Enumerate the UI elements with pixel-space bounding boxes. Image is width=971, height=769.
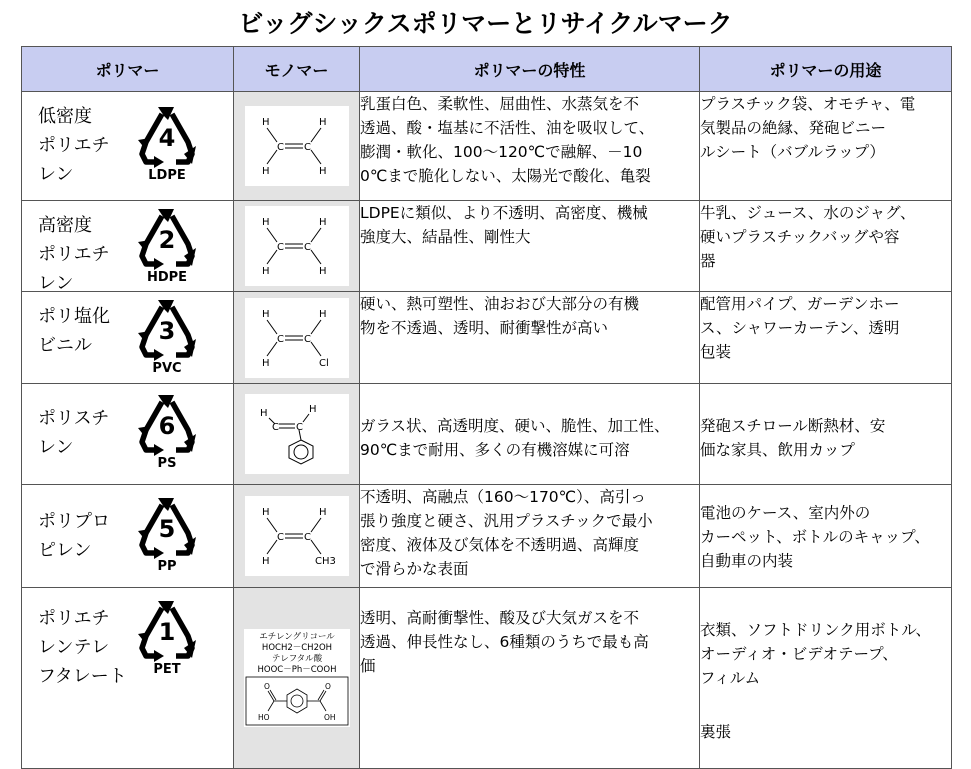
group-oh: OH bbox=[323, 713, 336, 722]
properties-cell: 透明、高耐衝撃性、酸及び大気ガスを不 透過、伸長性なし、6種類のうちで最も高 価 bbox=[360, 588, 700, 769]
atom-h: H bbox=[308, 404, 317, 415]
tpa-label: テレフタル酸 bbox=[271, 654, 322, 664]
resin-code: 1 bbox=[158, 618, 176, 646]
uses-cell: 発砲スチロール断熱材、安 価な家具、飲用カップ bbox=[700, 384, 952, 485]
page-title: ビッグシックスポリマーとリサイクルマーク bbox=[238, 9, 733, 38]
atom-c: C bbox=[303, 142, 311, 153]
polymer-cell bbox=[22, 588, 234, 769]
atom-c: C bbox=[303, 333, 311, 345]
atom-c: C bbox=[303, 242, 311, 253]
atom-h: H bbox=[261, 217, 270, 228]
atom-h: H bbox=[261, 308, 270, 320]
header-uses: ポリマーの用途 bbox=[700, 47, 952, 92]
table-row bbox=[22, 588, 952, 769]
propylene-structure bbox=[245, 496, 349, 576]
polymer-cell bbox=[22, 485, 234, 588]
atom-c: C bbox=[295, 422, 303, 433]
polymer-cell bbox=[22, 384, 234, 485]
atom-c: C bbox=[276, 242, 284, 253]
atom-o: O bbox=[263, 682, 270, 691]
polymer-name: 高密度 ポリエチ レン bbox=[38, 215, 110, 294]
atom-h: H bbox=[318, 217, 327, 228]
ethylene-structure bbox=[245, 206, 349, 286]
header-row bbox=[22, 47, 952, 92]
atom-h: H bbox=[318, 266, 327, 277]
resin-abbr: PVC bbox=[152, 361, 182, 376]
monomer-cell bbox=[234, 588, 360, 769]
polymer-name: ポリプロ ピレン bbox=[38, 511, 110, 561]
atom-c: C bbox=[303, 532, 311, 543]
resin-abbr: PET bbox=[153, 662, 181, 677]
properties-cell: LDPEに類似、より不透明、高密度、機械 強度大、結晶性、剛性大 bbox=[360, 201, 700, 292]
header-properties: ポリマーの特性 bbox=[360, 47, 700, 92]
atom-h: H bbox=[261, 507, 270, 518]
recycle-symbol-icon bbox=[128, 297, 206, 377]
properties-cell: 不透明、高融点（160～170℃）、高引っ 張り強度と硬さ、汎用プラスチックで最小 密度、液体及び気体を不透明過、高輝度 で滑らかな表面 bbox=[360, 485, 700, 588]
atom-h: H bbox=[318, 308, 327, 320]
atom-c: C bbox=[276, 142, 284, 153]
recycle-symbol-icon bbox=[128, 392, 206, 472]
uses-cell bbox=[700, 588, 952, 769]
table-row bbox=[22, 292, 952, 384]
resin-code: 2 bbox=[158, 226, 176, 254]
atom-h: H bbox=[261, 117, 270, 128]
monomer-cell bbox=[234, 201, 360, 292]
uses-cell: 電池のケース、室内外の カーペット、ボトルのキャップ、 自動車の内装 bbox=[700, 485, 952, 588]
polymer-table bbox=[21, 46, 952, 769]
atom-c: C bbox=[276, 333, 284, 345]
atom-cl: Cl bbox=[318, 357, 329, 369]
uses-cell: プラスチック袋、オモチャ、電 気製品の絶縁、発砲ビニー ルシート（バブルラップ） bbox=[700, 92, 952, 201]
polymer-name: 低密度 ポリエチ レン bbox=[38, 106, 110, 185]
uses-text: 衣類、ソフトドリンク用ボトル、 オーディオ・ビデオテープ、 フィルム bbox=[700, 621, 931, 687]
atom-h: H bbox=[259, 408, 268, 419]
header-polymer: ポリマー bbox=[22, 47, 234, 92]
polymer-name: ポリ塩化 ビニル bbox=[38, 306, 110, 356]
atom-c: C bbox=[271, 422, 279, 433]
atom-h: H bbox=[318, 507, 327, 518]
atom-h: H bbox=[261, 357, 270, 369]
vinyl-chloride-structure bbox=[245, 298, 349, 378]
recycle-symbol-icon bbox=[128, 104, 206, 184]
properties-cell: 硬い、熱可塑性、油おおび大部分の有機 物を不透過、透明、耐衝撃性が高い bbox=[360, 292, 700, 384]
group-ho: HO bbox=[257, 713, 270, 722]
resin-abbr: LDPE bbox=[148, 168, 186, 183]
monomer-cell bbox=[234, 292, 360, 384]
table-row bbox=[22, 384, 952, 485]
monomer-cell bbox=[234, 384, 360, 485]
polymer-cell bbox=[22, 92, 234, 201]
atom-h: H bbox=[318, 117, 327, 128]
resin-code: 4 bbox=[158, 124, 176, 152]
resin-abbr: PP bbox=[157, 559, 177, 574]
recycle-symbol-icon bbox=[128, 495, 206, 575]
atom-h: H bbox=[261, 556, 270, 567]
monomer-cell bbox=[234, 485, 360, 588]
resin-code: 6 bbox=[158, 412, 176, 440]
polymer-cell bbox=[22, 292, 234, 384]
resin-abbr: PS bbox=[157, 456, 177, 471]
styrene-structure bbox=[245, 394, 349, 474]
resin-abbr: HDPE bbox=[146, 270, 188, 285]
atom-c: C bbox=[276, 532, 284, 543]
ethylene-structure bbox=[245, 106, 349, 186]
atom-h: H bbox=[318, 166, 327, 177]
properties-cell: 乳蛋白色、柔軟性、屈曲性、水蒸気を不 透過、酸・塩基に不活性、油を吸収して、 膨潤・軟化、100～120℃で融解、－10 0℃まで脆化しない、太陽光で酸化、亀裂 bbox=[360, 92, 700, 201]
group-ch3: CH3 bbox=[314, 556, 336, 567]
uses-cell: 牛乳、ジュース、水のジャグ、 硬いプラスチックバッグや容 器 bbox=[700, 201, 952, 292]
uses-cell: 配管用パイプ、ガーデンホー ス、シャワーカーテン、透明 包装 bbox=[700, 292, 952, 384]
polymer-name: ポリスチ レン bbox=[38, 408, 110, 458]
resin-code: 3 bbox=[158, 317, 176, 345]
eg-formula: HOCH2－CH2OH bbox=[261, 643, 332, 653]
header-monomer: モノマー bbox=[234, 47, 360, 92]
eg-label: エチレングリコール bbox=[258, 632, 335, 642]
polymer-cell bbox=[22, 201, 234, 292]
table-row bbox=[22, 92, 952, 201]
recycle-symbol-icon bbox=[128, 206, 206, 286]
atom-h: H bbox=[261, 166, 270, 177]
uses-extra-text: 裏張 bbox=[700, 723, 732, 741]
resin-code: 5 bbox=[158, 515, 176, 543]
table-row bbox=[22, 201, 952, 292]
pet-monomers-structure bbox=[244, 629, 350, 727]
recycle-symbol-icon bbox=[128, 598, 206, 678]
monomer-cell bbox=[234, 92, 360, 201]
atom-o: O bbox=[324, 682, 331, 691]
table-row bbox=[22, 485, 952, 588]
properties-cell: ガラス状、高透明度、硬い、脆性、加工性、 90℃まで耐用、多くの有機溶媒に可溶 bbox=[360, 384, 700, 485]
polymer-name: ポリエチ レンテレ フタレート bbox=[38, 608, 127, 687]
atom-h: H bbox=[261, 266, 270, 277]
tpa-formula: HOOC－Ph－COOH bbox=[257, 665, 336, 675]
